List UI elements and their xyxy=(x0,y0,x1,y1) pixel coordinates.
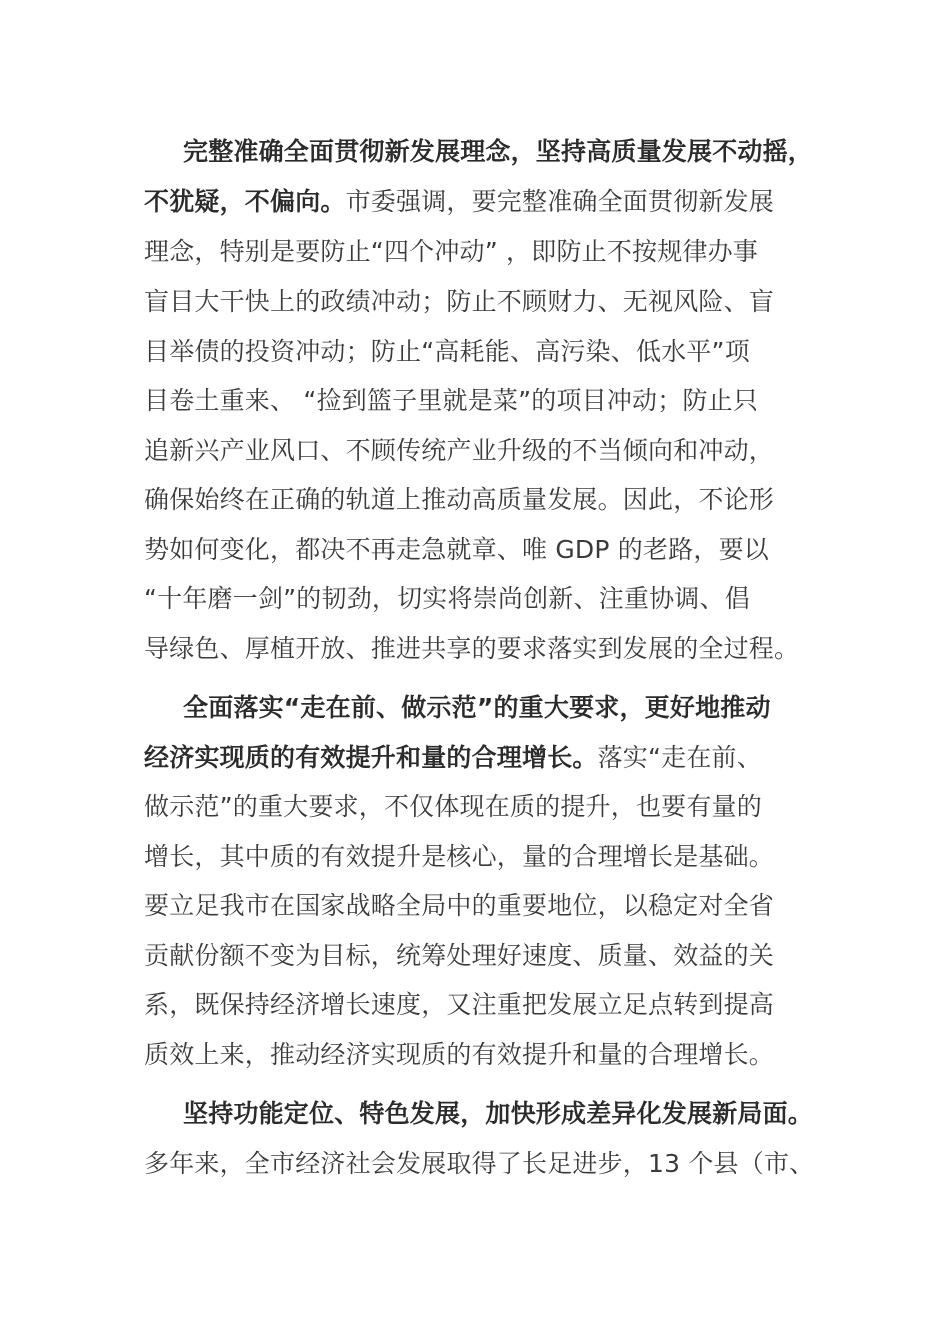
paragraph-1-line-9: 势如何变化，都决不再走急就章、唯 GDP 的老路，要以 xyxy=(144,535,769,564)
paragraph-1-line-7: 追新兴产业风口、不顾传统产业升级的不当倾向和冲动， xyxy=(144,436,775,465)
paragraph-1-line-6: 目卷土重来、 “捡到篮子里就是菜”的项目冲动；防止只 xyxy=(144,386,759,415)
paragraph-2-line-7: 系，既保持经济增长速度，又注重把发展立足点转到提高 xyxy=(144,990,775,1019)
paragraph-1-line-11: 导绿色、厚植开放、推进共享的要求落实到发展的全过程。 xyxy=(144,634,800,663)
paragraph-1-line-10: “十年磨一剑”的韧劲，切实将崇尚创新、注重协调、倡 xyxy=(144,584,750,613)
paragraph-3-line-2: 多年来，全市经济社会发展取得了长足进步，13 个县（市、 xyxy=(144,1149,815,1178)
paragraph-2-line-8: 质效上来，推动经济实现质的有效提升和量的合理增长。 xyxy=(144,1040,775,1069)
paragraph-1-line-5: 目举债的投资冲动；防止“高耗能、高污染、低水平”项 xyxy=(144,337,750,366)
paragraph-3-bold-heading: 坚持功能定位、特色发展，加快形成差异化发展新局面。 xyxy=(183,1099,814,1128)
paragraph-2-line-3: 做示范”的重大要求，不仅体现在质的提升，也要有量的 xyxy=(144,792,762,821)
paragraph-1-bold-heading-end: 不犹疑，不偏向。 xyxy=(144,187,346,216)
paragraph-2-line-4: 增长，其中质的有效提升是核心，量的合理增长是基础。 xyxy=(144,842,775,871)
paragraph-2-line-6: 贡献份额不变为目标，统筹处理好速度、质量、效益的关 xyxy=(144,941,775,970)
paragraph-1-line-1 xyxy=(183,127,813,177)
paragraph-1-line-8: 确保始终在正确的轨道上推动高质量发展。因此，不论形 xyxy=(144,485,775,514)
paragraph-2-text: 落实“走在前、 xyxy=(597,743,762,772)
paragraph-2-bold-heading: 全面落实“走在前、做示范”的重大要求，更好地推动 xyxy=(183,693,771,722)
paragraph-1-text: 市委强调，要完整准确全面贯彻新发展 xyxy=(345,187,775,216)
paragraph-1-line-4: 盲目大干快上的政绩冲动；防止不顾财力、无视风险、盲 xyxy=(144,287,775,316)
paragraph-1-bold-heading: 完整准确全面贯彻新发展理念，坚持高质量发展不动摇， xyxy=(183,137,814,166)
paragraph-1-line-3: 理念，特别是要防止“四个冲动” ，即防止不按规律办事 xyxy=(144,237,759,266)
paragraph-3-line-1 xyxy=(183,1089,813,1139)
paragraph-2-line-5: 要立足我市在国家战略全局中的重要地位，以稳定对全省 xyxy=(144,891,775,920)
paragraph-2-line-1 xyxy=(183,683,771,733)
paragraph-2-line-2 xyxy=(144,733,762,783)
paragraph-1-line-2 xyxy=(144,177,774,227)
paragraph-2-bold-heading-end: 经济实现质的有效提升和量的合理增长。 xyxy=(144,743,598,772)
